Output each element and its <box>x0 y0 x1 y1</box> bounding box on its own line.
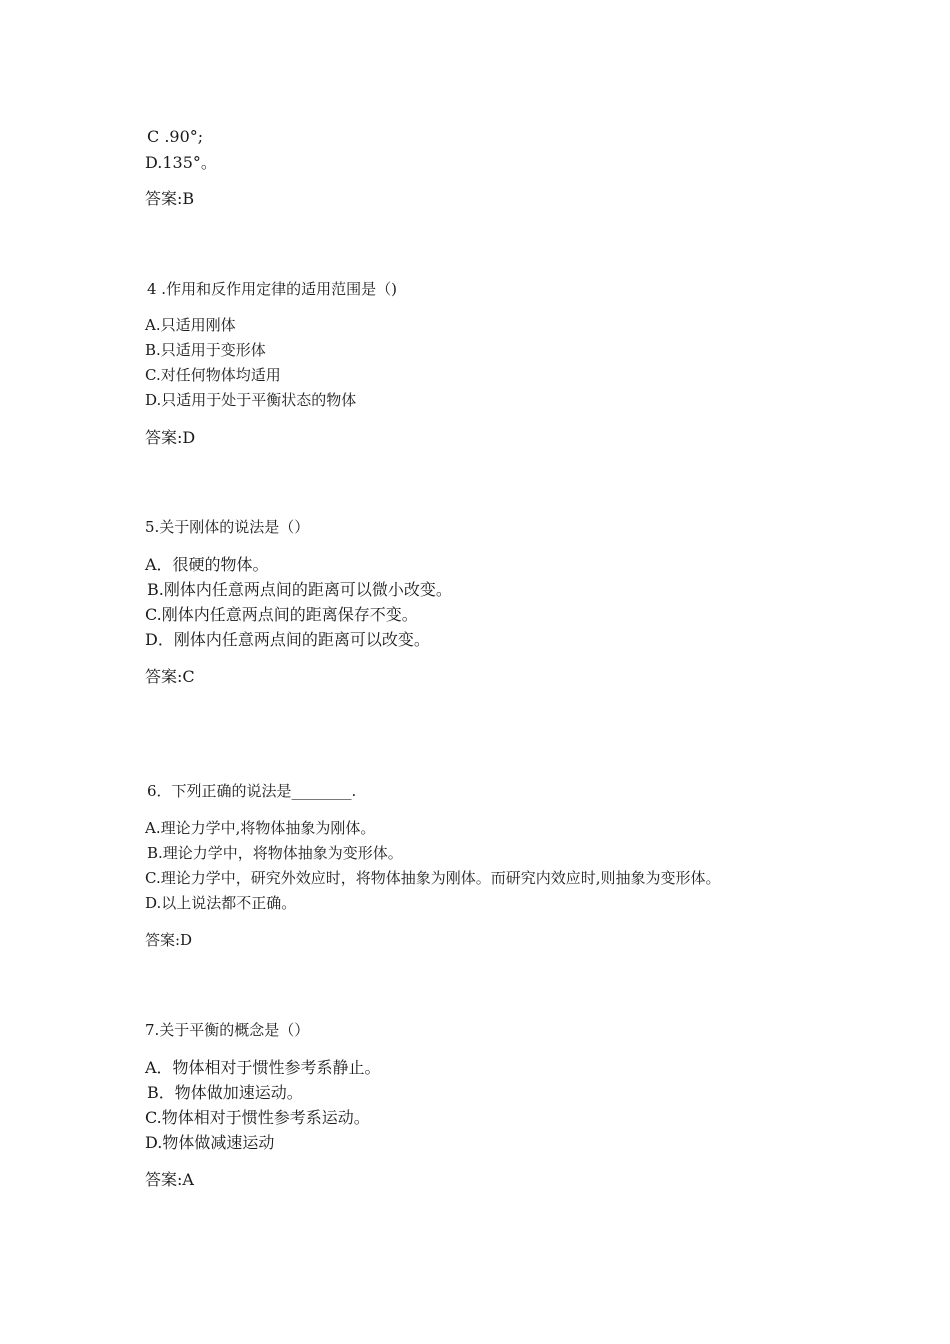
q4-option-c: C.对任何物体均适用 <box>145 366 281 384</box>
q6-option-a: A.理论力学中,将物体抽象为刚体。 <box>145 819 376 837</box>
q5-question: 5.关于刚体的说法是（） <box>145 518 310 536</box>
q3-option-d: D.135°。 <box>145 153 217 172</box>
q6-question: 6．下列正确的说法是________. <box>147 782 357 800</box>
q5-option-b: B.刚体内任意两点间的距离可以微小改变。 <box>147 580 452 599</box>
q7-question: 7.关于平衡的概念是（） <box>145 1021 310 1039</box>
q7-option-d: D.物体做减速运动 <box>145 1133 275 1152</box>
q5-option-a: A．很硬的物体。 <box>145 555 269 574</box>
q4-option-b: B.只适用于变形体 <box>145 341 266 359</box>
q3-option-c: C .90°; <box>147 127 204 146</box>
q7-answer: 答案:A <box>145 1170 194 1189</box>
q3-answer: 答案:B <box>145 189 195 208</box>
q4-question: 4 .作用和反作用定律的适用范围是（) <box>147 280 397 298</box>
q4-answer: 答案:D <box>145 428 196 447</box>
q6-option-d: D.以上说法都不正确。 <box>145 894 297 912</box>
q6-option-c: C.理论力学中，研究外效应时，将物体抽象为刚体。而研究内效应时,则抽象为变形体。 <box>145 869 721 887</box>
q6-answer: 答案:D <box>145 931 193 949</box>
q5-option-c: C.刚体内任意两点间的距离保存不变。 <box>145 605 418 624</box>
q4-option-a: A.只适用刚体 <box>145 316 236 334</box>
q6-option-b: B.理论力学中，将物体抽象为变形体。 <box>147 844 403 862</box>
q5-option-d: D．刚体内任意两点间的距离可以改变。 <box>145 630 430 649</box>
q5-answer: 答案:C <box>145 667 195 686</box>
q7-option-b: B．物体做加速运动。 <box>147 1083 303 1102</box>
q7-option-c: C.物体相对于惯性参考系运动。 <box>145 1108 370 1127</box>
q7-option-a: A．物体相对于惯性参考系静止。 <box>145 1058 381 1077</box>
q4-option-d: D.只适用于处于平衡状态的物体 <box>145 391 357 409</box>
